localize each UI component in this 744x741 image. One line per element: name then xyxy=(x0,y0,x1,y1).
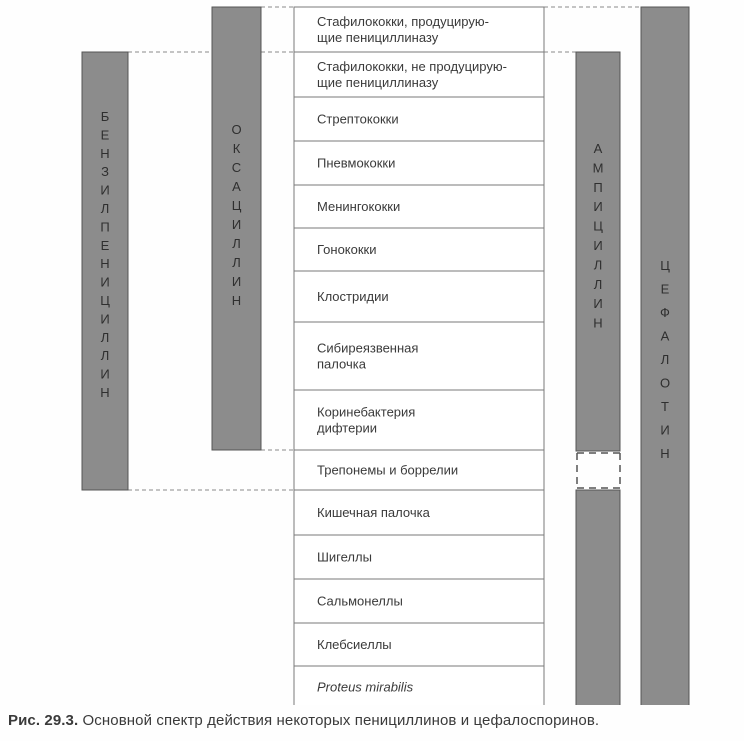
organism-row xyxy=(294,623,544,666)
organism-name: Гонококки xyxy=(317,242,377,257)
figure-caption xyxy=(8,712,744,729)
ampicillin-label: А М П И Ц И Л Л И Н xyxy=(592,141,604,331)
ampicillin-gap-bracket xyxy=(577,453,620,488)
organism-name: Пневмококки xyxy=(317,155,396,171)
organism-row xyxy=(294,52,544,97)
organism-row xyxy=(294,666,544,705)
organism-row xyxy=(294,97,544,141)
benzylpenicillin-label: Б Е Н З И Л П Е Н И Ц И Л Л И Н xyxy=(100,109,110,400)
organism-name: Менингококки xyxy=(317,199,401,214)
organism-name: щие пенициллиназу xyxy=(317,30,439,45)
organism-name: Сибиреязвенная xyxy=(317,340,419,356)
organism-name: Кишечная палочка xyxy=(317,505,430,520)
oxacillin-bar xyxy=(212,7,261,450)
ampicillin-bar xyxy=(576,52,620,705)
organism-name: Стафилококки, не продуцирую- xyxy=(317,59,507,74)
organism-name: щие пенициллиназу xyxy=(317,75,439,90)
cephalothin-label: Ц Е Ф А Л О Т И Н xyxy=(659,258,671,461)
oxacillin-label: О К С А Ц И Л Л И Н xyxy=(231,122,242,308)
organism-name: Клебсиеллы xyxy=(317,637,392,652)
caption-text: Основной спектр действия некоторых пенициллинов и цефалоспоринов. xyxy=(78,712,600,729)
organism-row xyxy=(294,490,544,535)
organism-name: Клостридии xyxy=(317,289,389,304)
organism-row xyxy=(294,390,544,450)
organism-row xyxy=(294,579,544,623)
ampicillin-bar-segment xyxy=(576,490,620,705)
organism-row xyxy=(294,7,544,52)
organism-name: Стрептококки xyxy=(317,111,399,127)
organism-name: Сальмонеллы xyxy=(317,593,403,609)
organism-name: Шигеллы xyxy=(317,549,372,565)
cephalothin-bar xyxy=(641,7,689,705)
organism-row xyxy=(294,535,544,579)
organism-row xyxy=(294,141,544,185)
organism-name: Proteus mirabilis xyxy=(317,679,414,695)
organism-name: Коринебактерия xyxy=(317,404,416,420)
benzylpenicillin-bar xyxy=(82,52,128,490)
organism-row xyxy=(294,322,544,390)
organism-name: дифтерии xyxy=(317,420,378,436)
organism-row xyxy=(294,185,544,228)
organism-name: Трепонемы и боррелии xyxy=(317,462,459,478)
organism-row xyxy=(294,271,544,322)
organism-name: Стафилококки, продуцирую- xyxy=(317,14,489,29)
organism-row xyxy=(294,228,544,271)
organism-table xyxy=(294,7,544,705)
organism-row xyxy=(294,450,544,490)
caption-label: Рис. 29.3. xyxy=(8,712,79,729)
organism-name: палочка xyxy=(317,356,366,372)
